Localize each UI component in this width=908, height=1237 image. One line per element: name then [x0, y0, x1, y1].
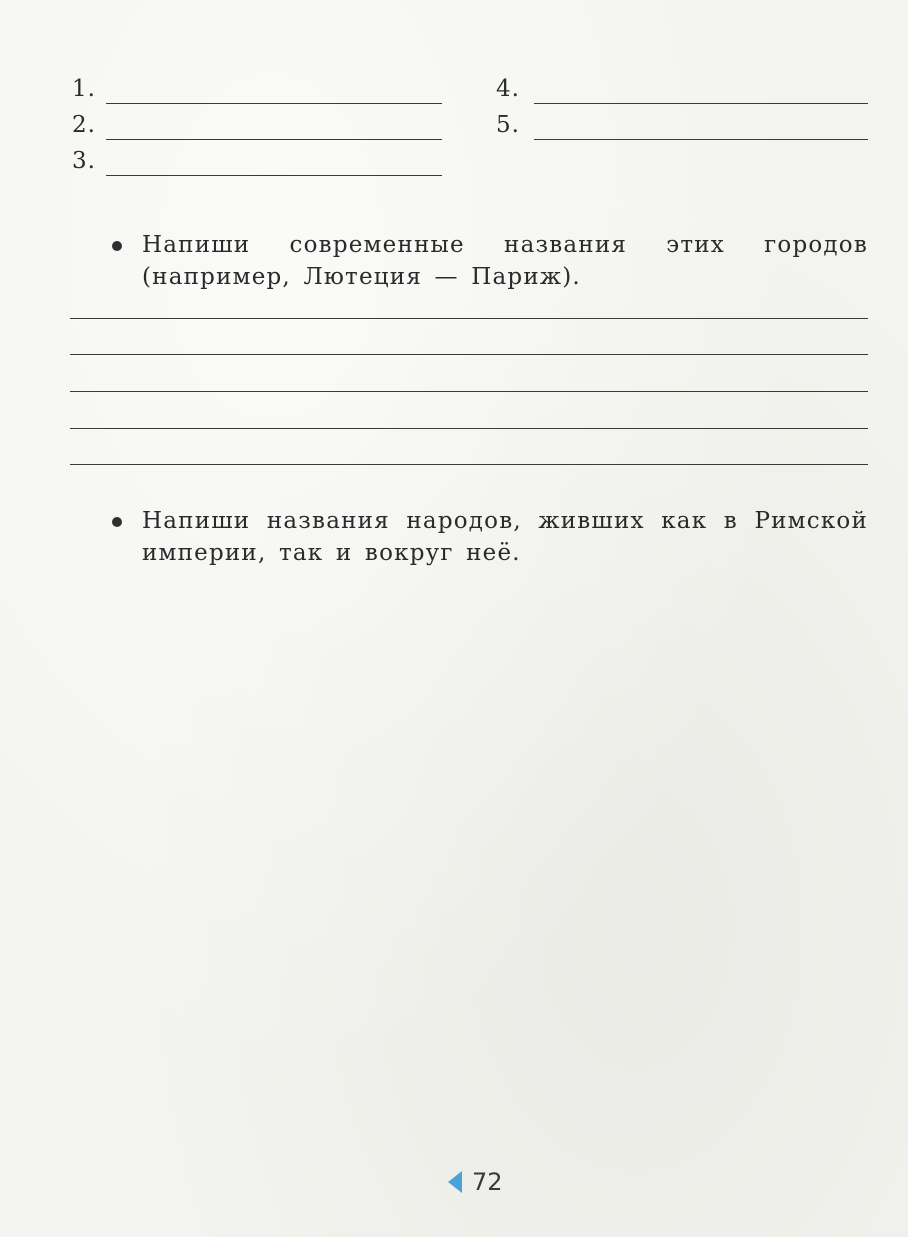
task-text: Напиши современные названия этих городов (например, Лютеция — Париж). [142, 232, 868, 290]
task-text: Напиши названия народов, живших как в Римской империи, так и вокруг неё. [142, 508, 868, 566]
writing-line[interactable] [70, 354, 868, 355]
line-number: 3. [72, 148, 96, 174]
answer-line-5 [496, 110, 868, 140]
writing-line[interactable] [70, 464, 868, 465]
page-number-value: 72 [472, 1168, 503, 1196]
writing-line[interactable] [70, 391, 868, 392]
triangle-left-icon [448, 1171, 462, 1193]
line-number: 4. [496, 76, 520, 102]
answer-line-1 [72, 74, 444, 104]
answer-rule[interactable] [106, 103, 442, 104]
page-number [448, 1166, 503, 1198]
answer-rule[interactable] [106, 139, 442, 140]
answer-line-2 [72, 110, 444, 140]
answer-line-4 [496, 74, 868, 104]
writing-line[interactable] [70, 318, 868, 319]
answer-rule[interactable] [534, 103, 868, 104]
line-number: 1. [72, 76, 96, 102]
writing-line[interactable] [70, 428, 868, 429]
bullet-icon [112, 241, 122, 251]
answer-rule[interactable] [534, 139, 868, 140]
task-peoples-names [112, 505, 868, 569]
bullet-icon [112, 517, 122, 527]
answer-line-3 [72, 146, 444, 176]
task-modern-city-names [112, 229, 868, 293]
answer-rule[interactable] [106, 175, 442, 176]
line-number: 5. [496, 112, 520, 138]
line-number: 2. [72, 112, 96, 138]
